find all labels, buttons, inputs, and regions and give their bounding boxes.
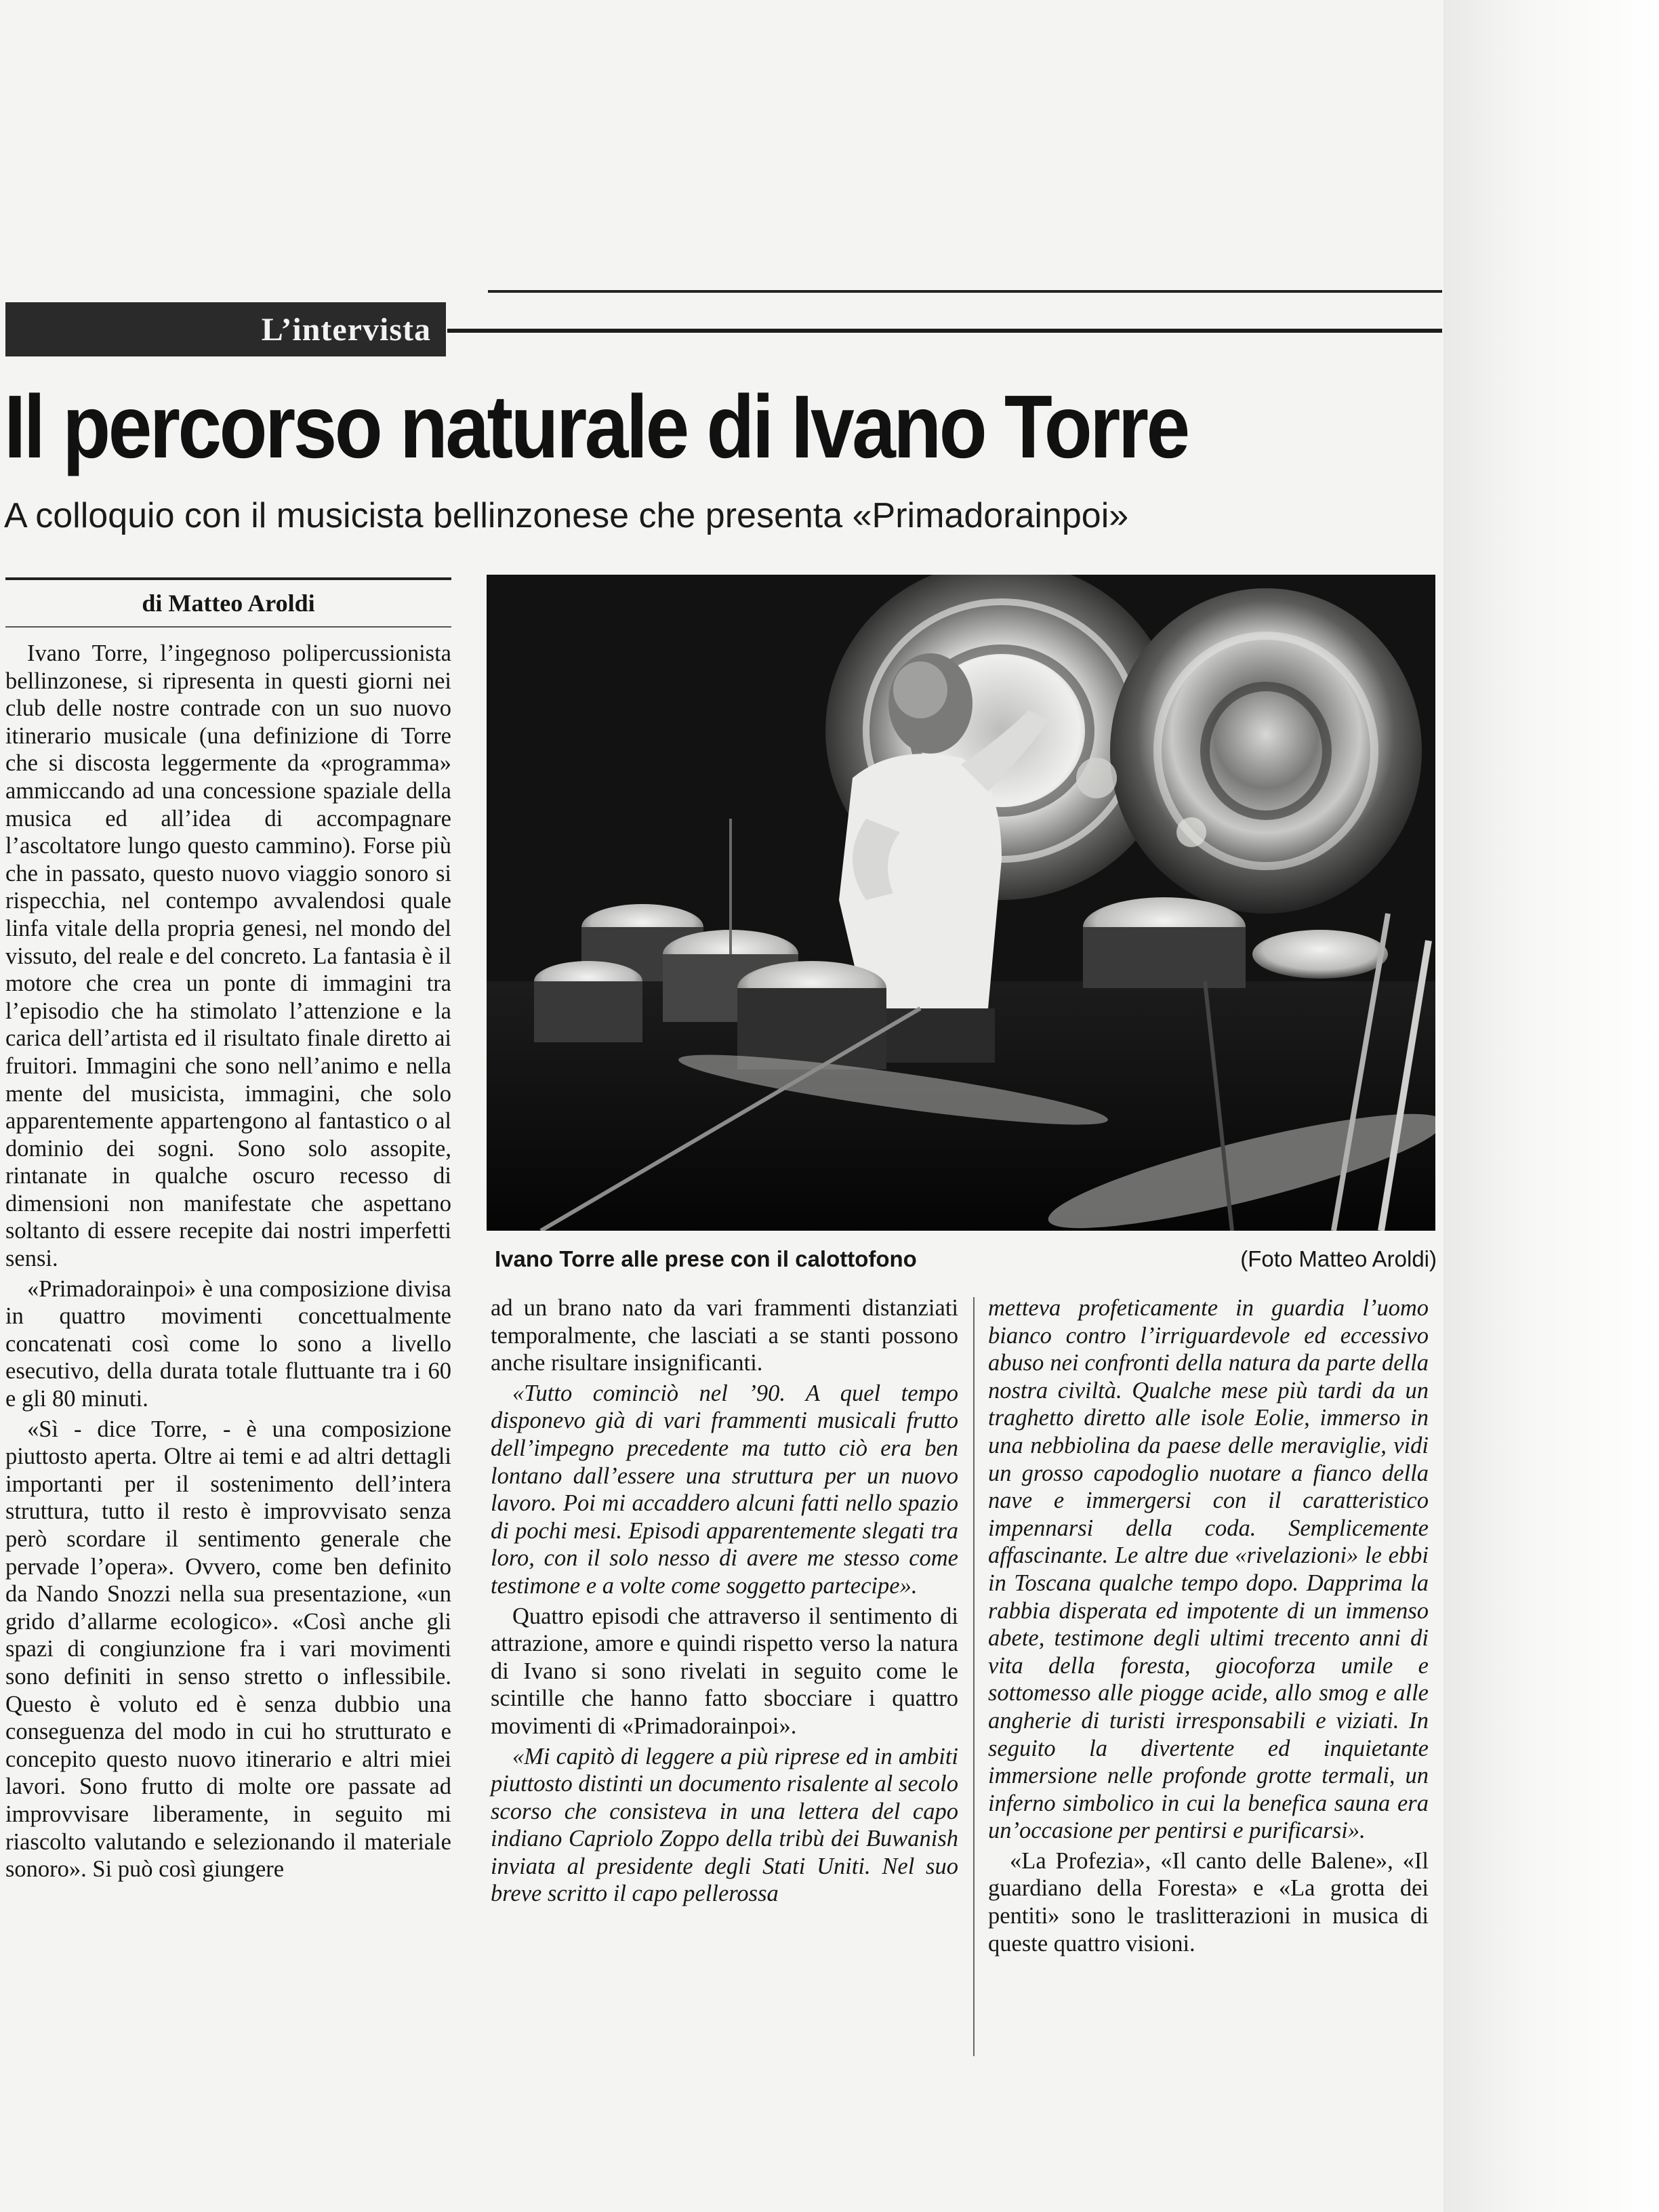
article-column-1 xyxy=(5,640,451,1883)
section-rule xyxy=(447,329,1442,333)
photo-percussionist-image xyxy=(487,575,1435,1231)
top-rule xyxy=(488,290,1442,293)
byline-rule xyxy=(5,577,451,580)
photo-caption-text: Ivano Torre alle prese con il calottofono xyxy=(495,1246,917,1271)
section-tag-label: L’intervista xyxy=(261,311,431,348)
photo-credit: (Foto Matteo Aroldi) xyxy=(1240,1246,1437,1271)
byline: di Matteo Aroldi xyxy=(142,590,315,617)
paragraph: metteva profeticamente in guardia l’uomo bianco contro l’irriguardevole ed eccessivo abuso nei confronti della natura da parte della nostra civiltà. Qualche mese più tardi da un traghetto diretto alle isole Eolie, immerso in una nebbiolina da paese delle meraviglie, vidi un grosso capodoglio nuotare a fianco della nave e immergersi con il caratteristico impennarsi della coda. Semplicemente affascinante. Le altre due «rivelazioni» le ebbi in Toscana qualche tempo dopo. Dapprima la rabbia disperata ed impotente di un immenso abete, testimone degli ultimi trecento anni di vita della foresta, giocoforza umile e sottomesso alle piogge acide, allo smog e alle angherie di turisti irresponsabili e viziati. In seguito la divertente ed inquietante immersione nelle profonde grotte termali, un inferno simbolico in cui la benefica sauna era un’occasione per pentirsi e purificarsi». xyxy=(988,1295,1429,1844)
paragraph: «Primadorainpoi» è una composizione divisa in quattro movimenti concettualmente concatenati così come lo sono a livello esecutivo, della durata totale fluttuante tra i 60 e gli 80 minuti. xyxy=(5,1275,451,1412)
subheadline: A colloquio con il musicista bellinzonese che presenta «Primadorainpoi» xyxy=(4,496,1129,535)
paragraph: Ivano Torre, l’ingegnoso polipercussionista bellinzonese, si ripresenta in questi giorni nei club delle nostre contrade con un suo nuovo itinerario musicale (una definizione di Torre che si discosta leggermente da «programma» ammiccando ad una concessione spaziale della musica ed all’idea di accompagnare l’ascoltatore lungo questo cammino). Forse più che in passato, questo nuovo viaggio sonoro si rispecchia, nel contempo avvalendosi quale linfa vitale della propria genesi, nel mondo del vissuto, del reale e del concreto. La fantasia è il motore che crea un ponte di immagini tra l’episodio che ha stimolato l’attenzione e la carica dell’artista ed il risultato finale diretto ai fruitori. Immagini che sono nell’animo e nella mente del musicista, immagini, che solo apparentemente appartengono al fantastico o al dominio dei sogni. Sono solo assopite, rintanate in qualche oscuro recesso di dimensioni non manifestate che aspettano soltanto di essere recepite dai nostri imperfetti sensi. xyxy=(5,640,451,1272)
paragraph: «Mi capitò di leggere a più riprese ed in ambiti piuttosto distinti un documento risalente al secolo scorso che consisteva in una lettera del capo indiano Capriolo Zoppo della tribù dei Buwanish inviata al presidente degli Stati Uniti. Nel suo breve scritto il capo pellerossa xyxy=(491,1743,958,1907)
byline-underline xyxy=(5,626,451,628)
article-column-2 xyxy=(491,1294,958,1908)
page-margin xyxy=(1443,0,1659,2212)
paragraph: ad un brano nato da vari frammenti distanziati temporalmente, che lasciati a se stanti possono anche risultare insignificanti. xyxy=(491,1295,958,1376)
paragraph: «La Profezia», «Il canto delle Balene», «Il guardiano della Foresta» e «La grotta dei pentiti» sono le traslitterazioni in musica di queste quattro visioni. xyxy=(988,1847,1429,1957)
article-photo xyxy=(487,575,1435,1231)
paragraph: «Sì - dice Torre, - è una composizione piuttosto aperta. Oltre ai temi e ad altri dettagli importanti per il sostenimento dell’intera struttura, tutto il resto è improvvisato senza però scordare il sentimento generale che pervade l’opera». Ovvero, come ben definito da Nando Snozzi nella sua presentazione, «un grido d’allarme ecologico». «Così anche gli spazi di congiunzione fra i vari movimenti sono definiti in senso stretto o inflessibile. Questo è voluto ed è senza dubbio una conseguenza del modo in cui ho strutturato e concepito questo nuovo itinerario e altri miei lavori. Sono frutto di molte ore passate ad improvvisare liberamente, in seguito mi riascolto valutando e selezionando il materiale sonoro». Si può così giungere xyxy=(5,1416,451,1883)
column-divider xyxy=(973,1297,975,2056)
headline: Il percorso naturale di Ivano Torre xyxy=(4,377,1188,476)
article-column-3 xyxy=(988,1294,1429,1957)
paragraph: Quattro episodi che attraverso il sentimento di attrazione, amore e quindi rispetto verso la natura di Ivano si sono rivelati in seguito come le scintille che hanno fatto sbocciare i quattro movimenti di «Primadorainpoi». xyxy=(491,1603,958,1739)
section-tag xyxy=(5,302,446,356)
photo-caption xyxy=(495,1244,1437,1274)
paragraph: «Tutto cominciò nel ’90. A quel tempo disponevo già di vari frammenti musicali frutto dell’impegno precedente ma tutto ciò era ben lontano dall’essere una struttura per un nuovo lavoro. Poi mi accaddero alcuni fatti nello spazio di pochi mesi. Episodi apparentemente slegati tra loro, con il solo nesso di avere me stesso come testimone e a volte come soggetto partecipe». xyxy=(491,1380,958,1599)
